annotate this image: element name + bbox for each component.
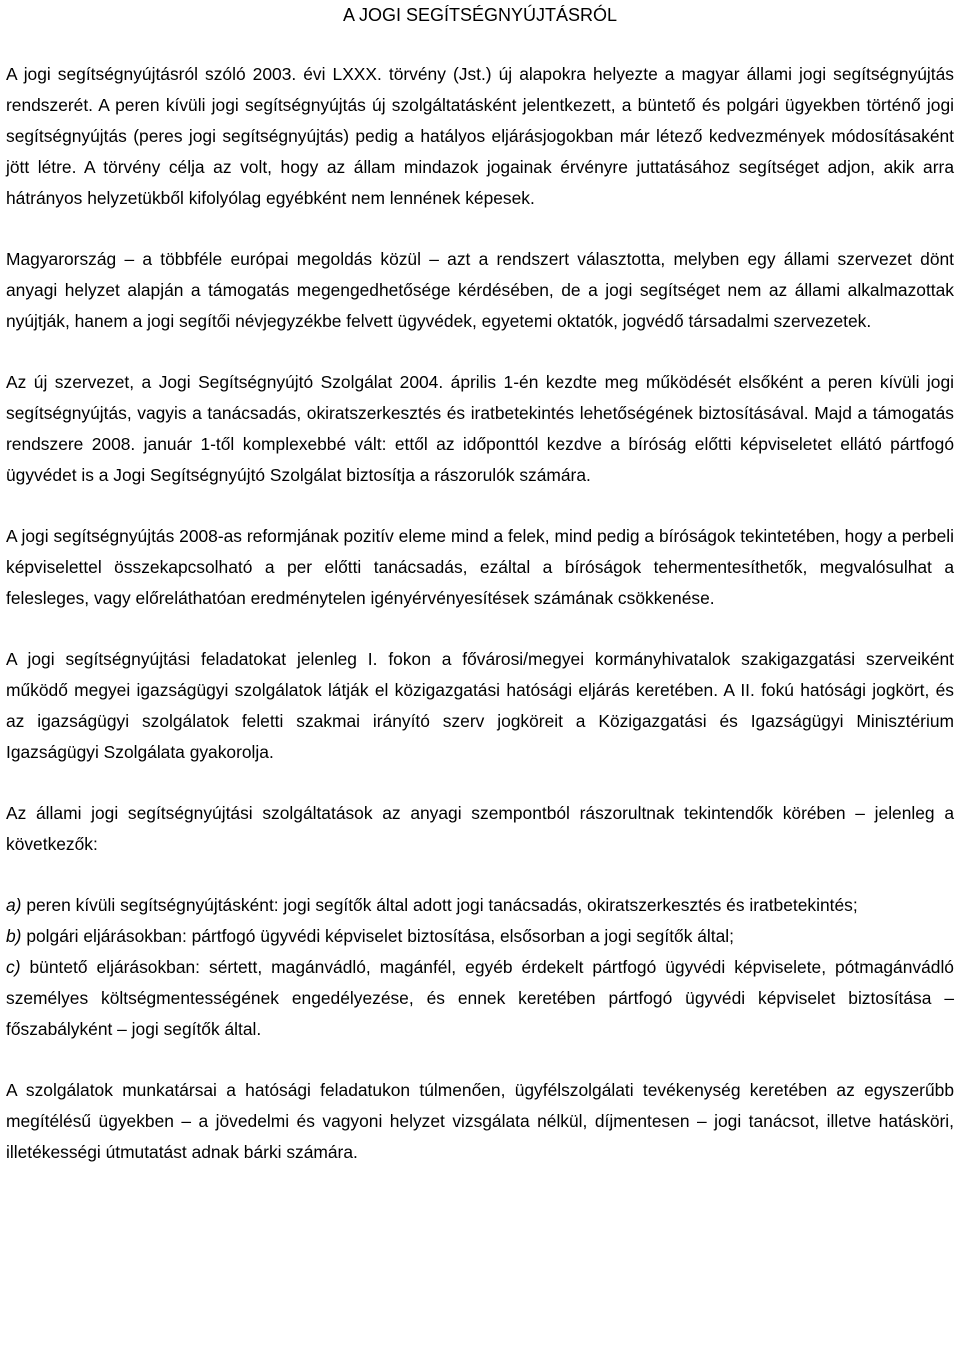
paragraph-closing: A szolgálatok munkatársai a hatósági feladatukon túlmenően, ügyfélszolgálati tevékenység keretében az egyszerűbb megítélésű ügyekben – a jövedelmi és vagyoni helyzet vizsgálata nélkül, díjmentesen – jogi tanácsot, illetve hatásköri, illetékességi útmutatást adnak bárki számára.: [6, 1080, 954, 1162]
paragraph-tasks: A jogi segítségnyújtási feladatokat jelenleg I. fokon a fővárosi/megyei kormányhivatalok szakigazgatási szerveiként működő megyei igazságügyi szolgálatok látják el közigazgatási hatósági eljárás keretében. A II. fokú hatósági jogkört, és az igazságügyi szolgálatok feletti szakmai irányító szerv jogköreit a Közigazgatási és Igazságügyi Minisztérium Igazságügyi Szolgálata gyakorolja.: [6, 649, 954, 762]
list-marker: b): [6, 926, 22, 946]
list-item-text: büntető eljárásokban: sértett, magánvádló, magánfél, egyéb érdekelt pártfogó ügyvédi képviselete, pótmagánvádló személyes költségmentességének engedélyezése, és ennek keretében pártfogó ügyvédi képviselet biztosítása – főszabályként – jogi segítők által.: [6, 957, 954, 1039]
list-item: [6, 890, 954, 921]
paragraph-reform: A jogi segítségnyújtás 2008-as reformjának pozitív eleme mind a felek, mind pedig a bíróságok tekintetében, hogy a perbeli képviselettel összekapcsolható a per előtti tanácsadás, ezáltal a bíróságok tehermentesíthetők, megvalósulhat a felesleges, vagy előreláthatóan eredménytelen igényérvényesítések számának csökkenése.: [6, 526, 954, 608]
list-item-text: peren kívüli segítségnyújtásként: jogi segítők által adott jogi tanácsadás, okiratszerkesztés és iratbetekintés;: [26, 895, 858, 915]
list-item: [6, 921, 954, 952]
list-marker: c): [6, 957, 21, 977]
paragraph-services-intro: Az állami jogi segítségnyújtási szolgáltatások az anyagi szempontból rászorultnak tekintendők körében – jelenleg a következők:: [6, 803, 954, 854]
services-list: [6, 890, 954, 1045]
paragraph-intro: A jogi segítségnyújtásról szóló 2003. évi LXXX. törvény (Jst.) új alapokra helyezte a magyar állami jogi segítségnyújtás rendszerét. A peren kívüli jogi segítségnyújtás új szolgáltatásként jelentkezett, a büntető és polgári ügyekben történő jogi segítségnyújtás (peres jogi segítségnyújtás) pedig a hatályos eljárásjogokban már létező kedvezmények módosításaként jött létre. A törvény célja az volt, hogy az állam mindazok jogainak érvényre juttatásához segítséget adjon, akik arra hátrányos helyzetükből kifolyólag egyébként nem lennének képesek.: [6, 64, 954, 208]
document-title: A JOGI SEGÍTSÉGNYÚJTÁSRÓL: [342, 5, 618, 25]
paragraph-system: Magyarország – a többféle európai megoldás közül – azt a rendszert választotta, melyben egy állami szervezet dönt anyagi helyzet alapján a támogatás megengedhetősége kérdésében, de a jogi segítséget nem az állami alkalmazottak nyújtják, hanem a jogi segítői névjegyzékbe felvett ügyvédek, egyetemi oktatók, jogvédő társadalmi szervezetek.: [6, 249, 954, 331]
list-item: [6, 952, 954, 1045]
list-item-text: polgári eljárásokban: pártfogó ügyvédi képviselet biztosítása, elsősorban a jogi segítők által;: [26, 926, 734, 946]
list-marker: a): [6, 895, 22, 915]
paragraph-new-organization: Az új szervezet, a Jogi Segítségnyújtó Szolgálat 2004. április 1-én kezdte meg működését elsőként a peren kívüli jogi segítségnyújtás, vagyis a tanácsadás, okiratszerkesztés és iratbetekintés lehetőségének biztosításával. Majd a támogatás rendszere 2008. január 1-től komplexebbé vált: ettől az időponttól kezdve a bíróság előtti képviseletet ellátó pártfogó ügyvédet is a Jogi Segítségnyújtó Szolgálat biztosítja a rászorulók számára.: [6, 372, 954, 485]
